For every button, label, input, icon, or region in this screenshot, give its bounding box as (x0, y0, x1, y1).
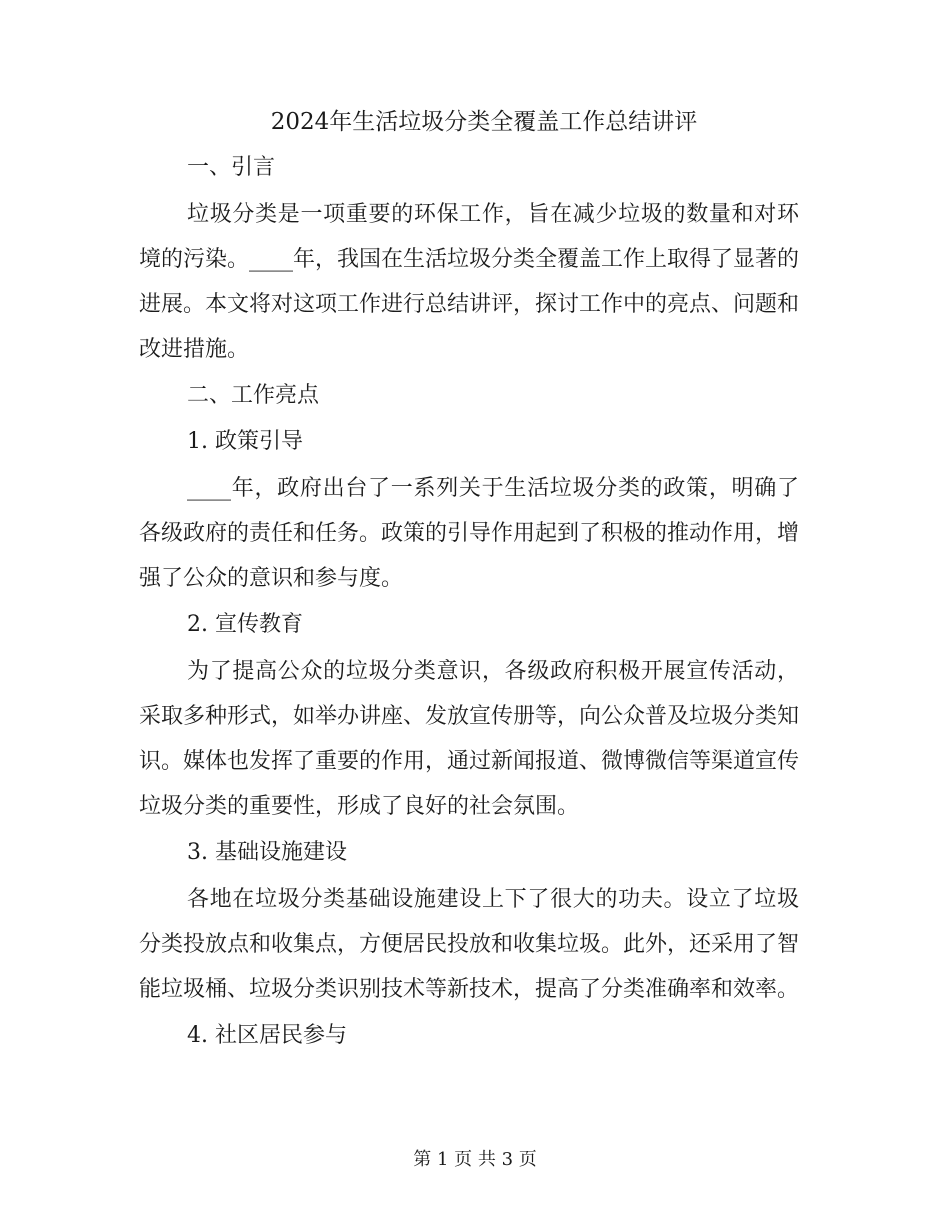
paragraph-intro: 垃圾分类是一项重要的环保工作，旨在减少垃圾的数量和对环境的污染。____年，我国在生活垃圾分类全覆盖工作上取得了显著的进展。本文将对这项工作进行总结讲评，探讨工作中的亮点、问题和改进措施。 (139, 202, 800, 362)
section-heading-highlights: 二、工作亮点 (187, 383, 320, 408)
subheading-policy: 1. 政策引导 (187, 429, 303, 454)
section-heading-intro: 一、引言 (187, 155, 276, 180)
page-footer: 第 1 页 共 3 页 (413, 1149, 537, 1170)
paragraph-policy: ____年，政府出台了一系列关于生活垃圾分类的政策，明确了各级政府的责任和任务。政策的引导作用起到了积极的推动作用，增强了公众的意识和参与度。 (139, 476, 800, 591)
subheading-publicity: 2. 宣传教育 (187, 612, 303, 637)
subheading-infrastructure: 3. 基础设施建设 (187, 840, 347, 865)
document-body (139, 100, 799, 1060)
subheading-community: 4. 社区居民参与 (187, 1023, 347, 1048)
paragraph-infrastructure: 各地在垃圾分类基础设施建设上下了很大的功夫。设立了垃圾分类投放点和收集点，方便居民投放和收集垃圾。此外，还采用了智能垃圾桶、垃圾分类识别技术等新技术，提高了分类准确率和效率。 (139, 887, 800, 1002)
document-title: 2024年生活垃圾分类全覆盖工作总结讲评 (270, 109, 698, 135)
paragraph-publicity: 为了提高公众的垃圾分类意识，各级政府积极开展宣传活动，采取多种形式，如举办讲座、发放宣传册等，向公众普及垃圾分类知识。媒体也发挥了重要的作用，通过新闻报道、微博微信等渠道宣传垃圾分类的重要性，形成了良好的社会氛围。 (139, 659, 800, 819)
